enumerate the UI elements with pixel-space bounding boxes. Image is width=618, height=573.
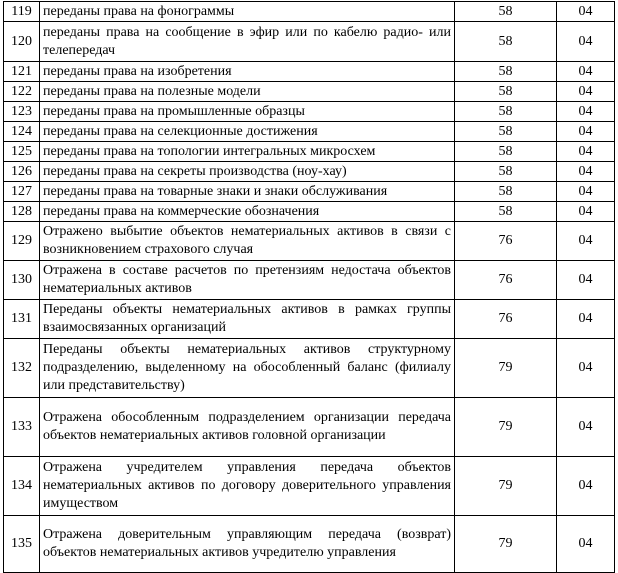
table-row xyxy=(4,102,615,122)
row-description: Отражена в составе расчетов по претензиям недостача объектов нематериальных активов xyxy=(40,261,455,300)
row-description: переданы права на сообщение в эфир или по кабелю радио- или телепередач xyxy=(40,22,455,62)
row-description: Переданы объекты нематериальных активов структурному подразделению, выделенному на обособленный баланс (филиалу или представительству) xyxy=(40,339,455,398)
row-number: 125 xyxy=(4,142,40,162)
row-subaccount: 04 xyxy=(557,202,615,222)
row-account: 58 xyxy=(455,22,557,62)
entries-table xyxy=(3,1,615,573)
table-row xyxy=(4,162,615,182)
table-row xyxy=(4,2,615,22)
row-description: переданы права на секреты производства (ноу-хау) xyxy=(40,162,455,182)
row-account: 58 xyxy=(455,142,557,162)
row-account: 58 xyxy=(455,2,557,22)
row-description: Отражено выбытие объектов нематериальных активов в связи с возникновением страхового случая xyxy=(40,222,455,261)
row-account: 58 xyxy=(455,62,557,82)
row-description: переданы права на изобретения xyxy=(40,62,455,82)
row-subaccount: 04 xyxy=(557,22,615,62)
row-account: 58 xyxy=(455,162,557,182)
table-row xyxy=(4,82,615,102)
row-subaccount: 04 xyxy=(557,182,615,202)
row-number: 120 xyxy=(4,22,40,62)
row-subaccount: 04 xyxy=(557,102,615,122)
row-number: 122 xyxy=(4,82,40,102)
row-subaccount: 04 xyxy=(557,62,615,82)
row-description: переданы права на коммерческие обозначения xyxy=(40,202,455,222)
row-subaccount: 04 xyxy=(557,122,615,142)
table-row xyxy=(4,202,615,222)
row-account: 58 xyxy=(455,82,557,102)
table-row xyxy=(4,516,615,573)
table-row xyxy=(4,457,615,516)
row-number: 128 xyxy=(4,202,40,222)
row-description: переданы права на промышленные образцы xyxy=(40,102,455,122)
row-number: 134 xyxy=(4,457,40,516)
row-subaccount: 04 xyxy=(557,516,615,573)
row-number: 131 xyxy=(4,300,40,339)
row-account: 79 xyxy=(455,339,557,398)
row-subaccount: 04 xyxy=(557,2,615,22)
row-account: 58 xyxy=(455,102,557,122)
row-number: 132 xyxy=(4,339,40,398)
table-row xyxy=(4,62,615,82)
row-subaccount: 04 xyxy=(557,398,615,457)
row-description: Отражена обособленным подразделением организации передача объектов нематериальных активов головной организации xyxy=(40,398,455,457)
row-description: Отражена учредителем управления передача объектов нематериальных активов по договору доверительного управления имуществом xyxy=(40,457,455,516)
row-description: переданы права на топологии интегральных микросхем xyxy=(40,142,455,162)
row-number: 126 xyxy=(4,162,40,182)
row-account: 79 xyxy=(455,516,557,573)
row-account: 58 xyxy=(455,122,557,142)
row-subaccount: 04 xyxy=(557,162,615,182)
row-number: 135 xyxy=(4,516,40,573)
row-number: 127 xyxy=(4,182,40,202)
row-number: 130 xyxy=(4,261,40,300)
row-account: 58 xyxy=(455,202,557,222)
row-subaccount: 04 xyxy=(557,82,615,102)
row-description: Отражена доверительным управляющим передача (возврат) объектов нематериальных активов учредителю управления xyxy=(40,516,455,573)
row-account: 76 xyxy=(455,222,557,261)
table-row xyxy=(4,22,615,62)
row-subaccount: 04 xyxy=(557,222,615,261)
row-number: 121 xyxy=(4,62,40,82)
row-description: Переданы объекты нематериальных активов в рамках группы взаимосвязанных организаций xyxy=(40,300,455,339)
row-subaccount: 04 xyxy=(557,457,615,516)
row-account: 76 xyxy=(455,261,557,300)
row-account: 58 xyxy=(455,182,557,202)
table-row xyxy=(4,261,615,300)
table-row xyxy=(4,142,615,162)
row-subaccount: 04 xyxy=(557,261,615,300)
row-description: переданы права на селекционные достижения xyxy=(40,122,455,142)
row-subaccount: 04 xyxy=(557,300,615,339)
row-account: 79 xyxy=(455,398,557,457)
table-row xyxy=(4,339,615,398)
row-number: 129 xyxy=(4,222,40,261)
row-subaccount: 04 xyxy=(557,339,615,398)
row-number: 123 xyxy=(4,102,40,122)
row-account: 76 xyxy=(455,300,557,339)
row-number: 124 xyxy=(4,122,40,142)
row-subaccount: 04 xyxy=(557,142,615,162)
table-row xyxy=(4,398,615,457)
table-row xyxy=(4,222,615,261)
table-row xyxy=(4,182,615,202)
row-number: 119 xyxy=(4,2,40,22)
row-account: 79 xyxy=(455,457,557,516)
row-description: переданы права на полезные модели xyxy=(40,82,455,102)
row-number: 133 xyxy=(4,398,40,457)
row-description: переданы права на фонограммы xyxy=(40,2,455,22)
table-row xyxy=(4,300,615,339)
table-row xyxy=(4,122,615,142)
row-description: переданы права на товарные знаки и знаки обслуживания xyxy=(40,182,455,202)
